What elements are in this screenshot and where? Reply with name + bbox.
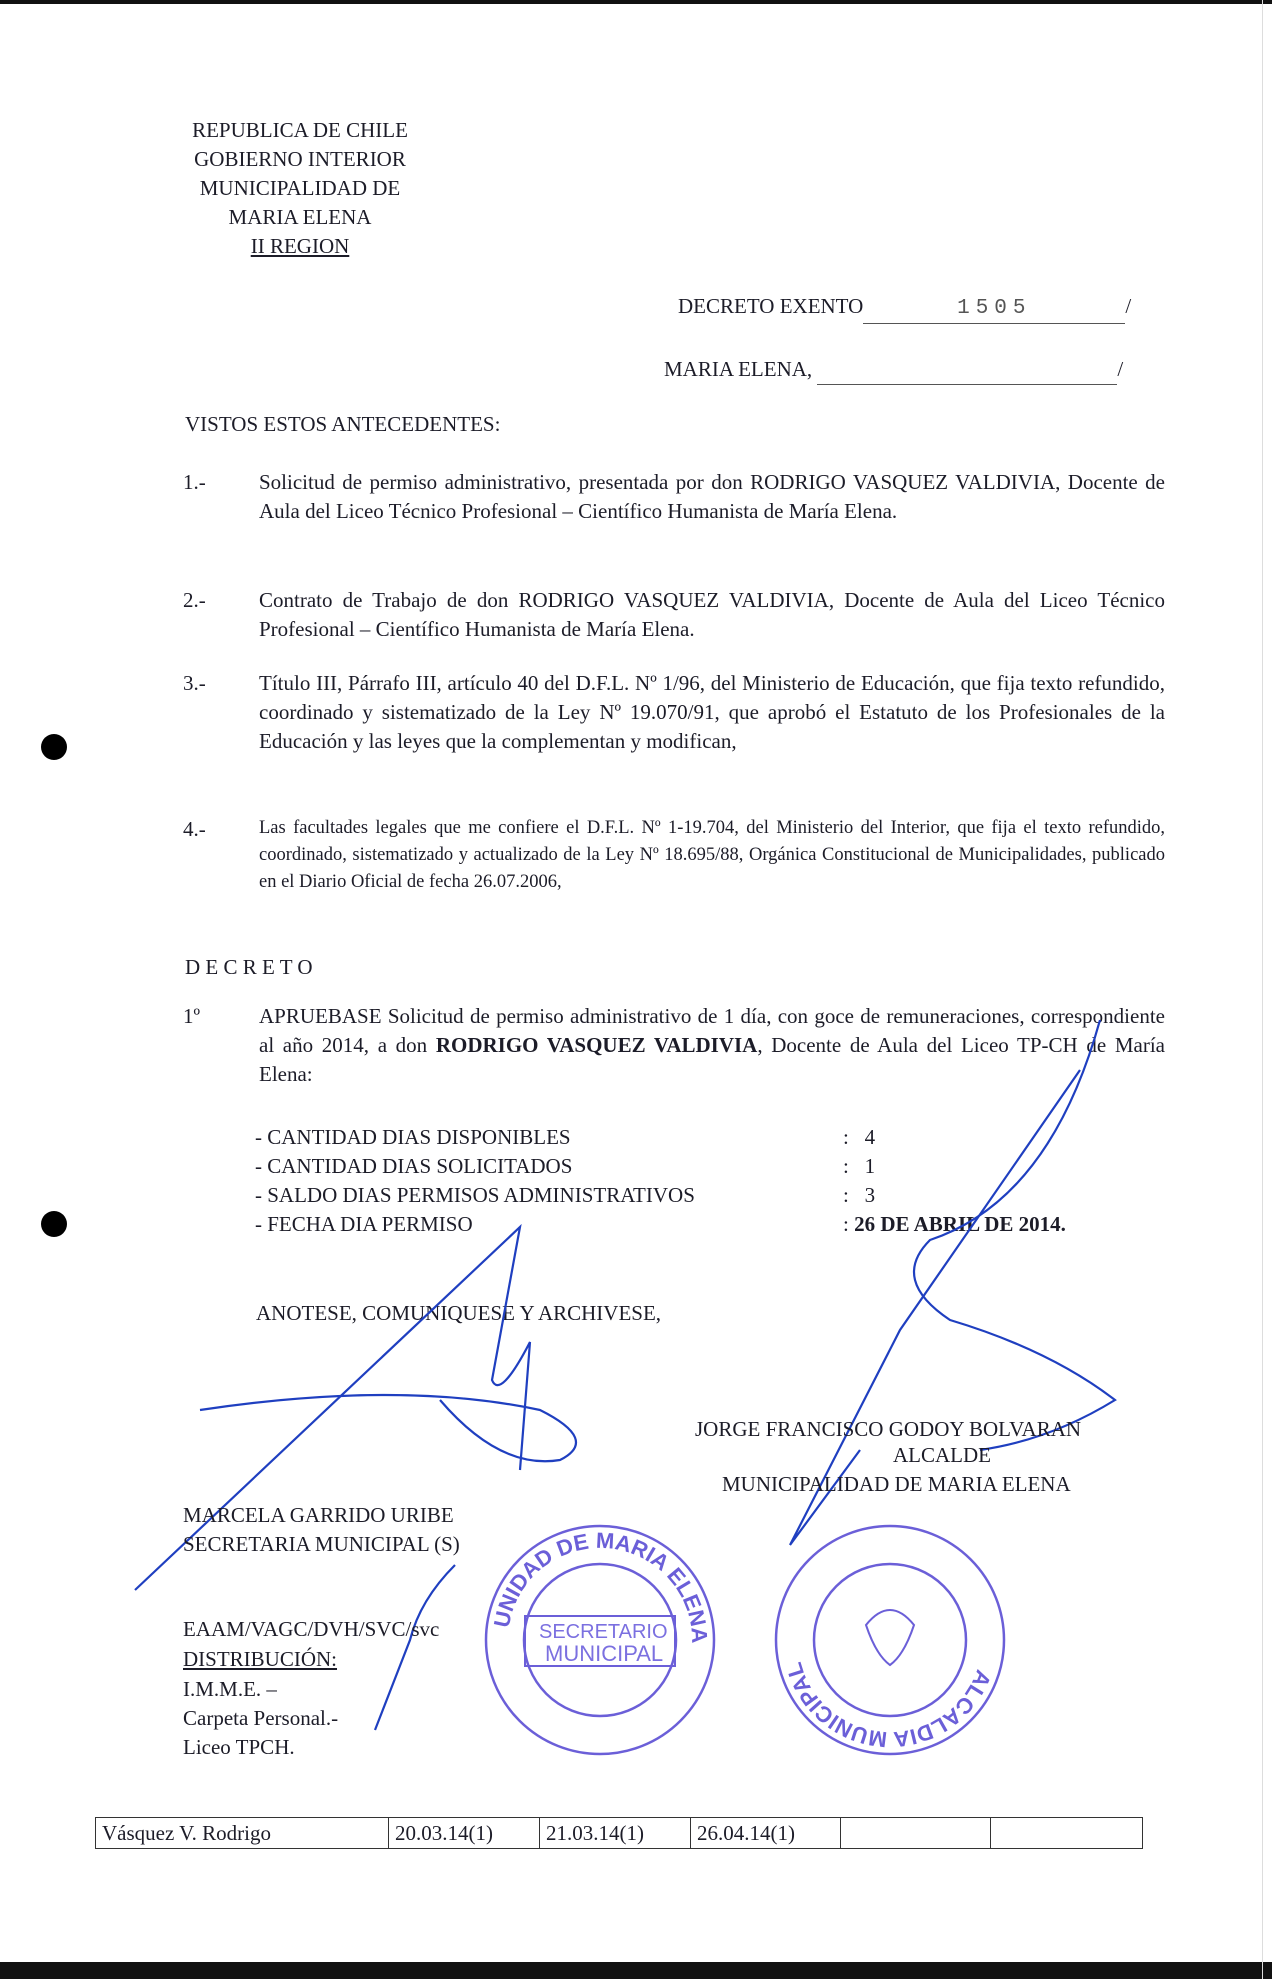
vistos-item: Título III, Párrafo III, artículo 40 del D.F.L. Nº 1/96, del Ministerio de Educación, que fija texto refundido, coordinado y sistematizado de la Ley Nº 19.070/91, que aprobó el Estatuto de los Profesionales de la Educación y las leyes que la complementan y modifican, — [259, 671, 1165, 753]
decree-date-line: MARIA ELENA, / — [664, 355, 1123, 385]
vistos-item: Las facultades legales que me confiere el D.F.L. Nº 1-19.704, del Ministerio del Interior, que fija el texto refundido, coordinado, sistematizado y actualizado de la Ley Nº 18.695/88, Orgánica Constitucional de Municipalidades, publicado en el Diario Oficial de fecha 26.07.2006, — [259, 818, 1165, 892]
secretary-stamp — [486, 1526, 714, 1754]
decreto-title: D E C R E T O — [185, 955, 313, 979]
stamp-text: ALCALDIA MUNICIPAL — [781, 1659, 997, 1753]
permit-record-table — [95, 1817, 1143, 1849]
vistos-item: Solicitud de permiso administrativo, presentada por don RODRIGO VASQUEZ VALDIVIA, Docente de Aula del Liceo Técnico Profesional – Científico Humanista de María Elena. — [259, 470, 1165, 523]
decreto-article: APRUEBASE Solicitud de permiso administrativo de 1 día, con goce de remuneraciones, correspondiente al año 2014, a don RODRIGO VASQUEZ VALDIVIA, Docente de Aula del Liceo TP-CH de María Elena: — [259, 1004, 1165, 1086]
vistos-item: Contrato de Trabajo de don RODRIGO VASQUEZ VALDIVIA, Docente de Aula del Liceo Técnico Profesional – Científico Humanista de María Elena. — [259, 588, 1165, 641]
decree-number: 1505 — [863, 294, 1125, 324]
mayor-stamp — [776, 1526, 1004, 1754]
stamp-text: UNIDAD DE MARIA ELENA — [488, 1527, 713, 1644]
decree-number-line: DECRETO EXENTO 1505 / — [678, 292, 1131, 324]
table-row: Vásquez V. Rodrigo 20.03.14(1) 21.03.14(1) 26.04.14(1) — [96, 1818, 1143, 1849]
stamp-text: SECRETARIO — [539, 1621, 668, 1643]
svg-text:ALCALDIA MUNICIPAL — [781, 1660, 996, 1753]
vistos-title: VISTOS ESTOS ANTECEDENTES: — [185, 412, 501, 436]
closing-formula: ANOTESE, COMUNIQUESE Y ARCHIVESE, — [256, 1301, 662, 1325]
stamp-text: MUNICIPAL — [545, 1641, 664, 1666]
